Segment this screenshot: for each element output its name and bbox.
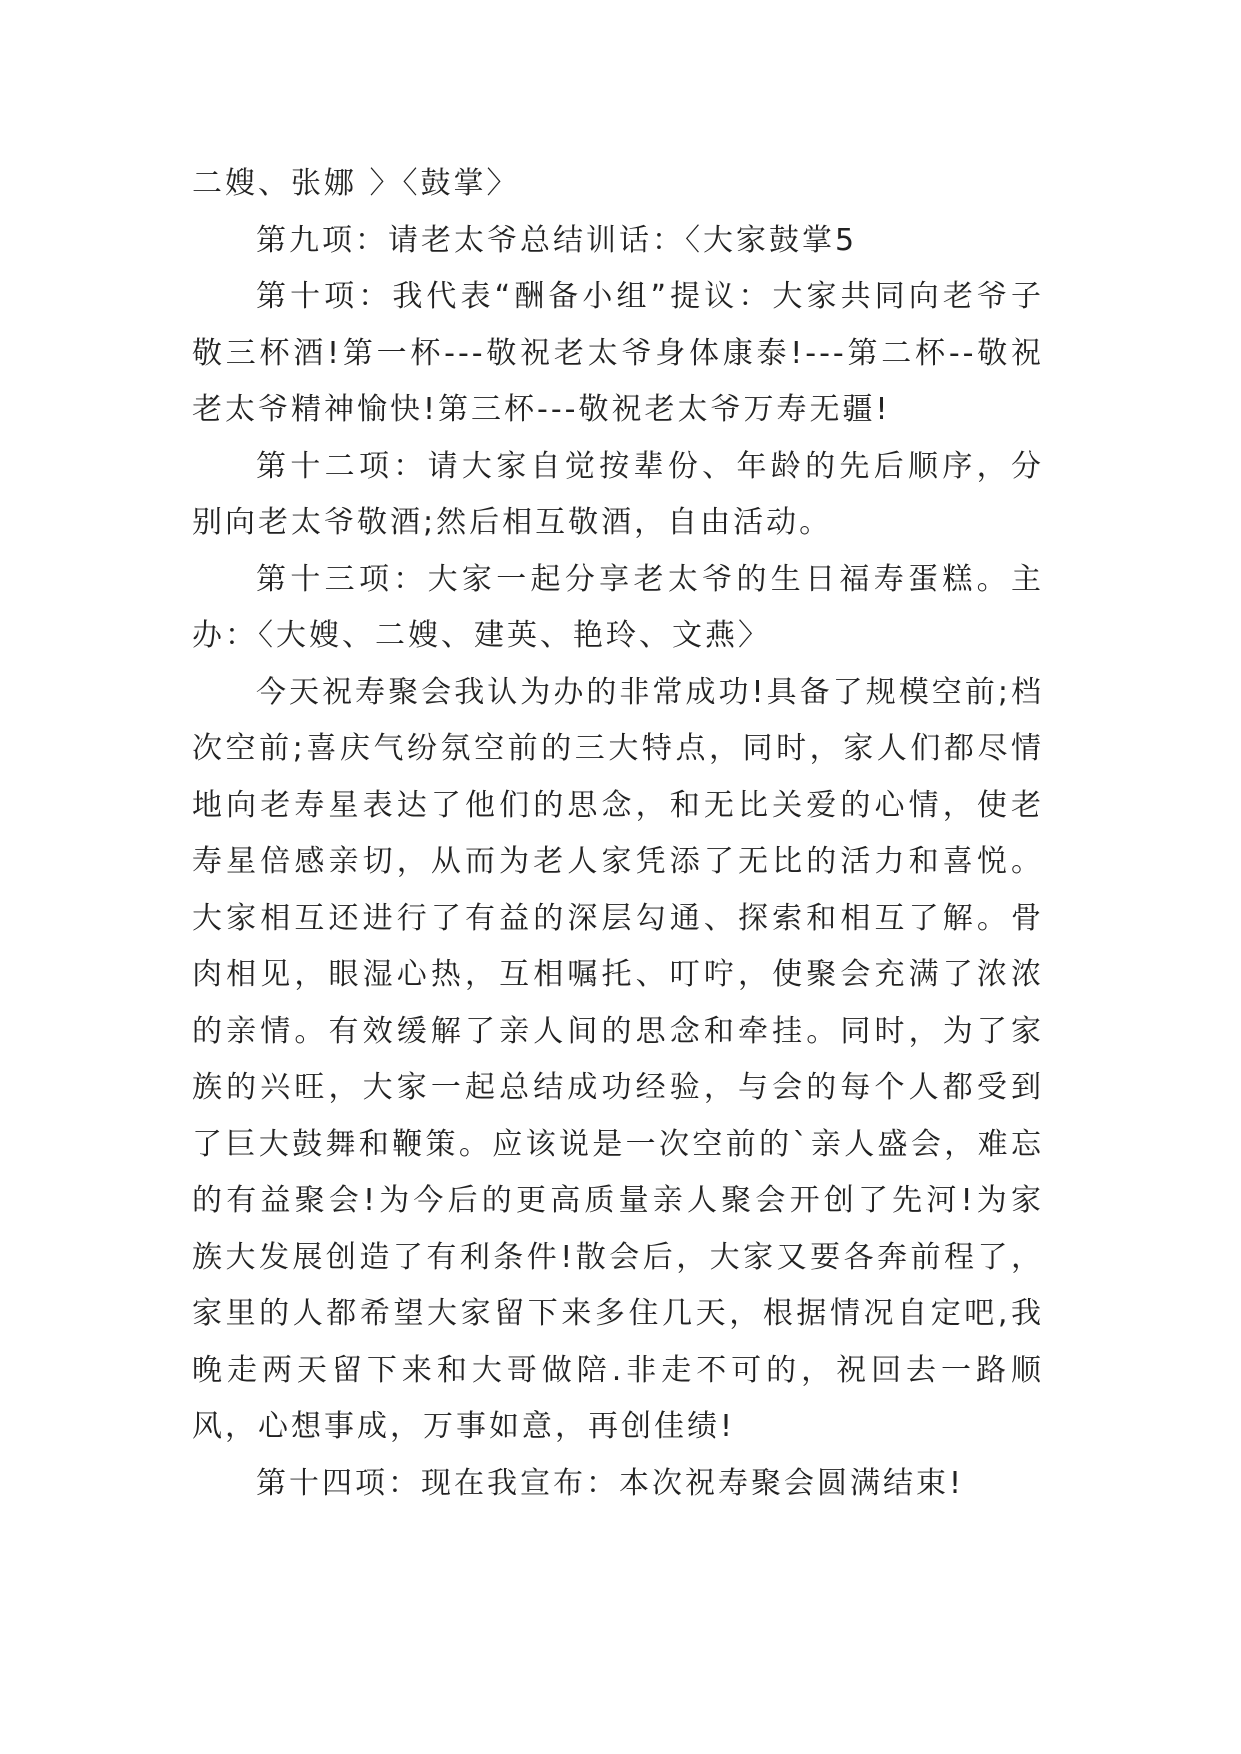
paragraph-item-5: 第十三项：大家一起分享老太爷的生日福寿蛋糕。主办：〈大嫂、二嫂、建英、艳玲、文燕〉 [192,561,1044,653]
paragraph-item-7: 第十四项：现在我宣布：本次祝寿聚会圆满结束! [256,1465,965,1501]
paragraph-item-2: 第九项：请老太爷总结训话：〈大家鼓掌5 [256,222,858,258]
paragraph-item-4: 第十二项：请大家自觉按辈份、年龄的先后顺序，分别向老太爷敬酒;然后相互敬酒，自由活动。 [192,448,1044,540]
paragraph-item-3: 第十项：我代表“酬备小组”提议：大家共同向老爷子敬三杯酒!第一杯---敬祝老太爷身体康泰!---第二杯--敬祝老太爷精神愉快!第三杯---敬祝老太爷万寿无疆! [192,279,1044,427]
paragraph-item-6: 今天祝寿聚会我认为办的非常成功!具备了规模空前;档次空前;喜庆气纷氛空前的三大特点，同时，家人们都尽情地向老寿星表达了他们的思念，和无比关爱的心情，使老寿星倍感亲切，从而为老人家凭添了无比的活力和喜悦。大家相互还进行了有益的深层勾通、探索和相互了解。骨肉相见，眼湿心热，互相嘱托、叮咛，使聚会充满了浓浓的亲情。有效缓解了亲人间的思念和牵挂。同时，为了家族的兴旺，大家一起总结成功经验，与会的每个人都受到了巨大鼓舞和鞭策。应该说是一次空前的`亲人盛会，难忘的有益聚会!为今后的更高质量亲人聚会开创了先河!为家族大发展创造了有利条件!散会后，大家又要各奔前程了，家里的人都希望大家留下来多住几天，根据情况自定吧,我晚走两天留下来和大哥做陪.非走不可的，祝回去一路顺风，心想事成，万事如意，再创佳绩! [192,674,1044,1444]
paragraph-item-1: 二嫂、张娜 〉〈鼓掌〉 [192,166,520,201]
document-body [192,156,1044,1512]
